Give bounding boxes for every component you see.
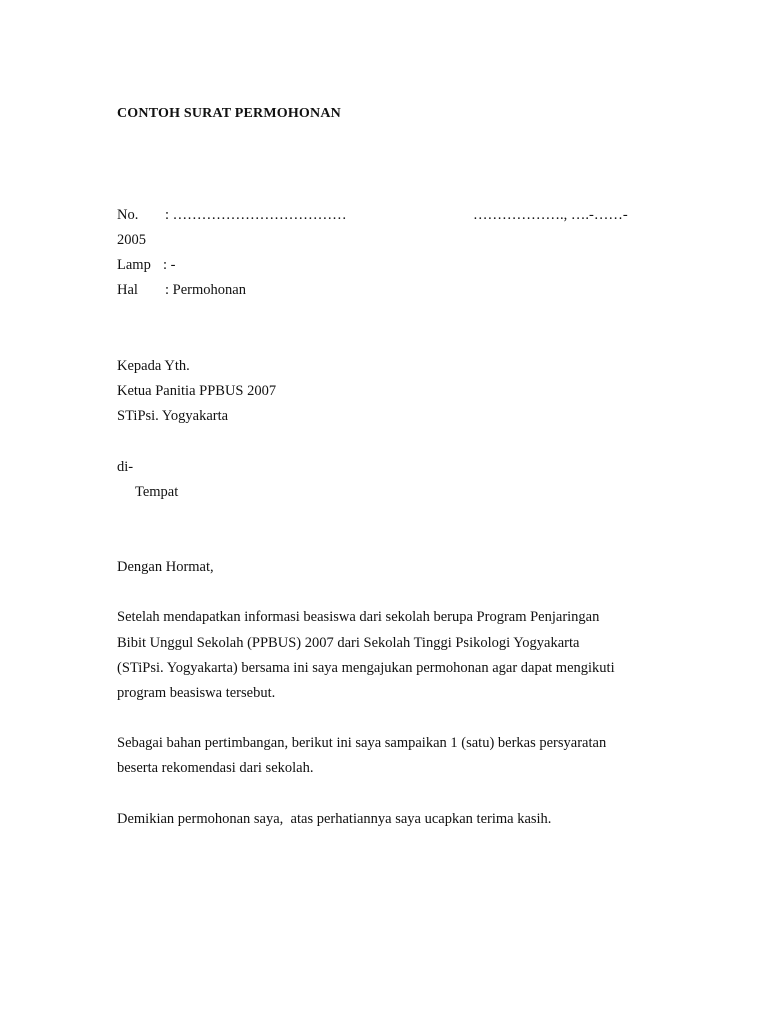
document-title: CONTOH SURAT PERMOHONAN bbox=[117, 106, 341, 121]
paragraph-1-line-4: program beasiswa tersebut. bbox=[117, 685, 276, 701]
lamp-label: Lamp bbox=[117, 257, 151, 273]
date-year: 2005 bbox=[117, 232, 146, 248]
date-value: ………………., ….-……- bbox=[473, 207, 628, 223]
lamp-value: : - bbox=[163, 257, 176, 273]
greeting: Dengan Hormat, bbox=[117, 559, 214, 575]
paragraph-2-line-1: Sebagai bahan pertimbangan, berikut ini saya sampaikan 1 (satu) berkas persyaratan bbox=[117, 735, 607, 751]
paragraph-2-line-2: beserta rekomendasi dari sekolah. bbox=[117, 760, 314, 776]
recipient-line-3: STiPsi. Yogyakarta bbox=[117, 408, 229, 424]
recipient-di: di- bbox=[117, 459, 134, 475]
no-label: No. bbox=[117, 207, 139, 223]
hal-value: : Permohonan bbox=[165, 282, 246, 298]
no-value: : ……………………………… bbox=[165, 207, 347, 223]
recipient-tempat: Tempat bbox=[135, 484, 179, 500]
recipient-line-2: Ketua Panitia PPBUS 2007 bbox=[117, 383, 277, 399]
paragraph-1-line-3: (STiPsi. Yogyakarta) bersama ini saya mengajukan permohonan agar dapat mengikuti bbox=[117, 660, 615, 676]
paragraph-1-line-1: Setelah mendapatkan informasi beasiswa dari sekolah berupa Program Penjaringan bbox=[117, 609, 600, 625]
hal-label: Hal bbox=[117, 282, 138, 298]
recipient-line-1: Kepada Yth. bbox=[117, 358, 190, 374]
paragraph-1-line-2: Bibit Unggul Sekolah (PPBUS) 2007 dari Sekolah Tinggi Psikologi Yogyakarta bbox=[117, 635, 580, 651]
closing-sentence: Demikian permohonan saya, atas perhatiannya saya ucapkan terima kasih. bbox=[117, 811, 552, 827]
